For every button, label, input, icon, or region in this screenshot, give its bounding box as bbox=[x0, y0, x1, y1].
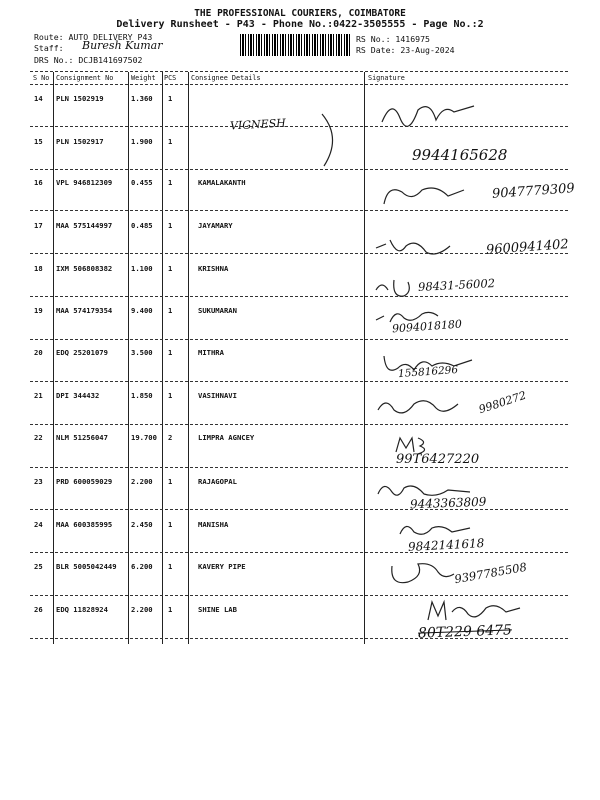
row-sno: 14 bbox=[34, 94, 43, 103]
signature-scribble bbox=[372, 392, 472, 420]
row-weight: 3.500 bbox=[131, 348, 153, 357]
row-pcs: 1 bbox=[168, 477, 173, 486]
column-divider bbox=[188, 72, 189, 644]
row-rule bbox=[30, 339, 568, 340]
row-pcs: 1 bbox=[168, 178, 173, 187]
column-divider bbox=[364, 72, 365, 644]
column-header: Weight bbox=[131, 74, 156, 82]
signature-note: 9842141618 bbox=[407, 536, 485, 554]
row-sno: 18 bbox=[34, 264, 43, 273]
row-sno: 15 bbox=[34, 137, 43, 146]
row-consignee: MANISHA bbox=[198, 520, 229, 529]
row-consignee: SHINE LAB bbox=[198, 605, 237, 614]
row-consignment: MAA 575144997 bbox=[56, 221, 113, 230]
route-label: Route: AUTO DELIVERY P43 bbox=[34, 32, 153, 42]
row-consignment: EDQ 11828924 bbox=[56, 605, 108, 614]
row-consignee: KRISHNA bbox=[198, 264, 229, 273]
column-header: S No bbox=[33, 74, 50, 82]
row-weight: 1.900 bbox=[131, 137, 153, 146]
row-weight: 0.455 bbox=[131, 178, 153, 187]
signature-note: 9443363809 bbox=[409, 494, 487, 512]
handwritten-consignee-name: VIGNESH bbox=[229, 116, 287, 133]
row-pcs: 1 bbox=[168, 605, 173, 614]
drs-number: DRS No.: DCJB141697502 bbox=[34, 55, 143, 65]
column-header: Signature bbox=[368, 74, 405, 82]
row-weight: 9.400 bbox=[131, 306, 153, 315]
row-pcs: 1 bbox=[168, 221, 173, 230]
handwritten-bracket bbox=[318, 110, 348, 170]
row-sno: 26 bbox=[34, 605, 43, 614]
column-header: PCS bbox=[164, 74, 177, 82]
row-pcs: 1 bbox=[168, 94, 173, 103]
row-rule bbox=[30, 169, 568, 170]
row-weight: 1.360 bbox=[131, 94, 153, 103]
column-header: Consignment No bbox=[56, 74, 114, 82]
row-weight: 2.450 bbox=[131, 520, 153, 529]
row-rule bbox=[30, 509, 568, 510]
rs-date: RS Date: 23-Aug-2024 bbox=[356, 45, 455, 55]
row-consignee: RAJAGOPAL bbox=[198, 477, 237, 486]
row-weight: 2.200 bbox=[131, 477, 153, 486]
row-weight: 19.700 bbox=[131, 433, 157, 442]
signature-note: 9600941402 bbox=[485, 237, 570, 258]
row-rule bbox=[30, 381, 568, 382]
row-consignment: BLR 5005042449 bbox=[56, 562, 117, 571]
row-consignment: MAA 600385995 bbox=[56, 520, 113, 529]
header-top-rule bbox=[30, 71, 568, 72]
row-rule bbox=[30, 296, 568, 297]
row-consignment: PLN 1502919 bbox=[56, 94, 104, 103]
signature-scribble bbox=[378, 180, 468, 215]
row-sno: 21 bbox=[34, 391, 43, 400]
row-consignee: LIMPRA AGNCEY bbox=[198, 433, 255, 442]
runsheet-title: Delivery Runsheet - P43 - Phone No.:0422-3505555 - Page No.:2 bbox=[116, 19, 484, 30]
row-pcs: 1 bbox=[168, 348, 173, 357]
row-rule bbox=[30, 210, 568, 211]
row-consignment: VPL 946812309 bbox=[56, 178, 113, 187]
signature-note: 9047779309 bbox=[491, 181, 576, 202]
row-pcs: 2 bbox=[168, 433, 173, 442]
row-consignment: EDQ 25201079 bbox=[56, 348, 108, 357]
company-name: THE PROFESSIONAL COURIERS, COIMBATORE bbox=[194, 8, 406, 19]
row-consignee: KAVERY PIPE bbox=[198, 562, 246, 571]
row-consignment: NLM 51256047 bbox=[56, 433, 108, 442]
row-weight: 0.485 bbox=[131, 221, 153, 230]
row-rule bbox=[30, 552, 568, 553]
rs-number: RS No.: 1416975 bbox=[356, 34, 430, 44]
signature-scribble bbox=[388, 558, 458, 588]
row-sno: 22 bbox=[34, 433, 43, 442]
signature-scribble bbox=[372, 234, 472, 264]
staff-label: Staff: bbox=[34, 43, 64, 53]
row-consignment: PRD 600059029 bbox=[56, 477, 113, 486]
row-pcs: 1 bbox=[168, 137, 173, 146]
row-sno: 24 bbox=[34, 520, 43, 529]
column-header: Consignee Details bbox=[191, 74, 261, 82]
row-consignment: PLN 1502917 bbox=[56, 137, 104, 146]
staff-signature: Buresh Kumar bbox=[82, 39, 163, 52]
row-rule bbox=[30, 424, 568, 425]
barcode bbox=[240, 34, 350, 56]
row-pcs: 1 bbox=[168, 562, 173, 571]
row-sno: 20 bbox=[34, 348, 43, 357]
row-weight: 1.100 bbox=[131, 264, 153, 273]
column-divider bbox=[162, 72, 163, 644]
column-divider bbox=[128, 72, 129, 644]
row-consignee: JAYAMARY bbox=[198, 221, 233, 230]
row-rule bbox=[30, 467, 568, 468]
signature-note: 99T6427220 bbox=[396, 452, 480, 467]
column-header-rule bbox=[30, 84, 568, 85]
row-pcs: 1 bbox=[168, 520, 173, 529]
row-sno: 16 bbox=[34, 178, 43, 187]
signature-scribble bbox=[378, 92, 488, 132]
column-divider bbox=[53, 72, 54, 644]
row-pcs: 1 bbox=[168, 264, 173, 273]
row-consignee: VASIHNAVI bbox=[198, 391, 237, 400]
row-consignment: IXM 506808382 bbox=[56, 264, 113, 273]
row-consignment: MAA 574179354 bbox=[56, 306, 113, 315]
signature-note: 9980272 bbox=[477, 388, 528, 417]
row-consignee: SUKUMARAN bbox=[198, 306, 237, 315]
row-weight: 2.200 bbox=[131, 605, 153, 614]
signature-note: 9944165628 bbox=[412, 146, 508, 164]
row-weight: 1.850 bbox=[131, 391, 153, 400]
signature-note: 155816296 bbox=[397, 363, 459, 381]
row-consignment: DPI 344432 bbox=[56, 391, 100, 400]
signature-scribble bbox=[372, 274, 422, 302]
signature-note: 9094018180 bbox=[391, 317, 463, 336]
row-pcs: 1 bbox=[168, 306, 173, 315]
row-pcs: 1 bbox=[168, 391, 173, 400]
signature-note: 80T229 6475 bbox=[417, 622, 513, 642]
row-sno: 19 bbox=[34, 306, 43, 315]
row-sno: 23 bbox=[34, 477, 43, 486]
signature-note: 9397785508 bbox=[453, 559, 528, 587]
row-weight: 6.200 bbox=[131, 562, 153, 571]
row-sno: 17 bbox=[34, 221, 43, 230]
row-consignee: KAMALAKANTH bbox=[198, 178, 246, 187]
row-consignee: MITHRA bbox=[198, 348, 224, 357]
row-rule bbox=[30, 595, 568, 596]
signature-note: 98431-56002 bbox=[417, 275, 496, 295]
row-sno: 25 bbox=[34, 562, 43, 571]
